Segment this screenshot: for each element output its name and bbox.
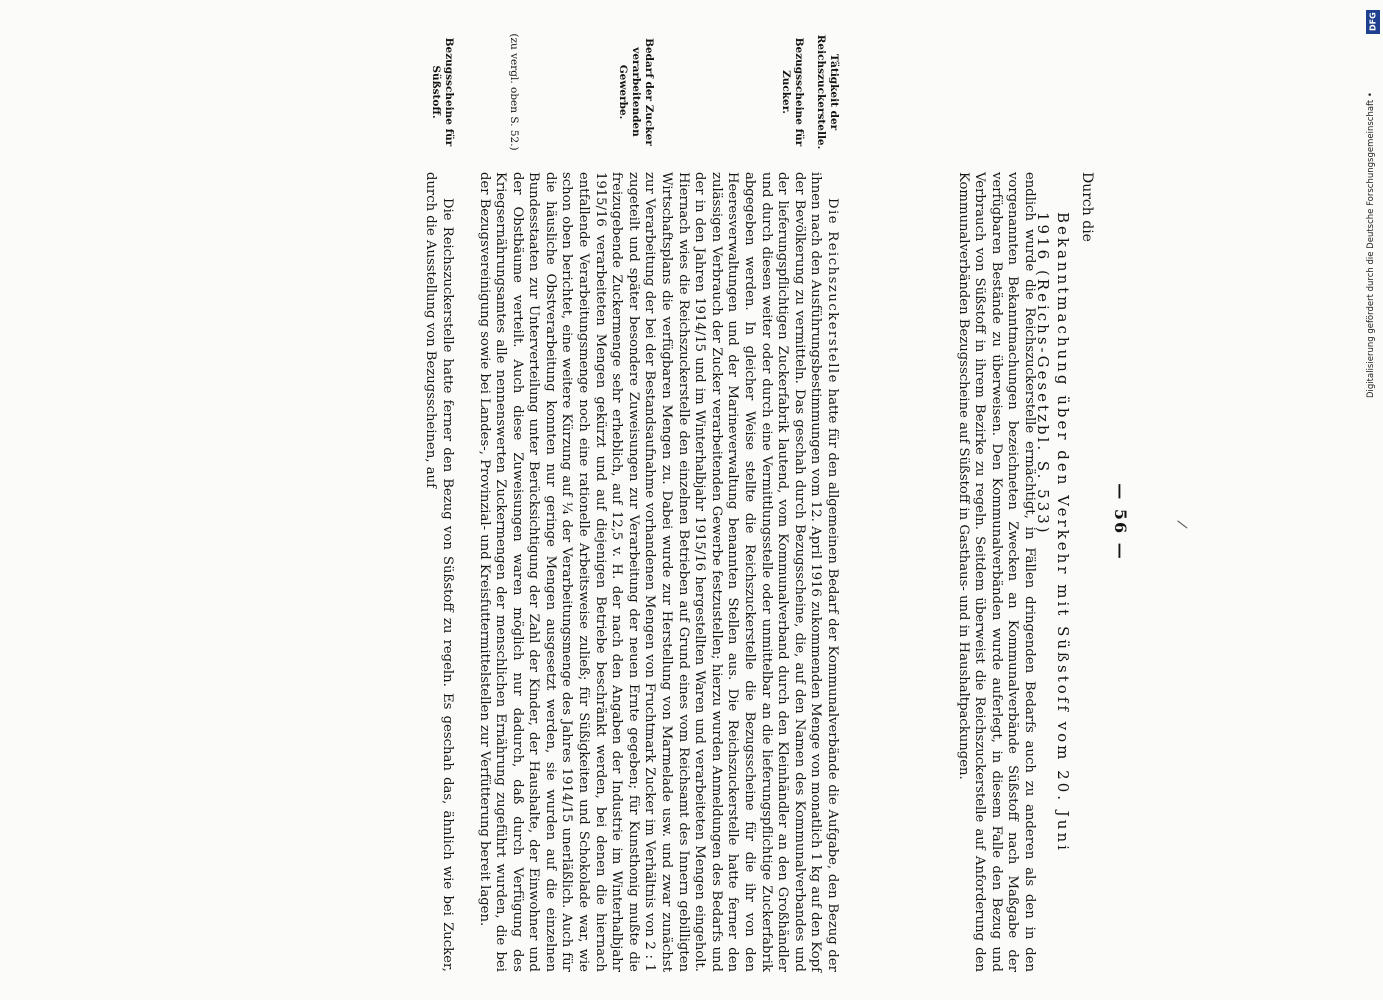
- dfg-credit-text: Digitalisierung gefördert durch die Deutsche Forschungsgemeinschaft •: [1366, 92, 1376, 398]
- paragraph-1: [954, 172, 1037, 972]
- paragraph-1-text: endlich wurde die Reichszuckerstelle ermächtigt, in Fällen dringenden Bedarfs auch zu anderen als den in den vorgenannten Bekanntmachungen bezeichneten Zwecken an Kommunalverbände Süßstoff nach Maßgabe der verfügbaren Bestände zu überweisen. Den Kommunalverbänden wurde auferlegt, in diesem Falle den Bezug und Verbrauch von Süßstoff in ihrem Bezirke zu regeln. Seitdem überweist die Reichszuckerstelle auf Anforderung den Kommunalverbänden Bezugsscheine auf Süßstoff in Gasthaus- und in Haushaltpackungen.: [955, 172, 1037, 972]
- margin-note-bezugsscheine-suessstoff: Bezugsscheine für Süßstoff.: [430, 37, 455, 147]
- paragraph-2: [475, 172, 840, 972]
- title-line-2: 1916 (Reichs-Gesetzbl. S. 533): [1034, 212, 1053, 536]
- dfg-badge: DFG: [1366, 10, 1380, 34]
- stray-mark: /: [1173, 519, 1191, 530]
- paragraph-3-text: Die Reichszuckerstelle hatte ferner den Bezug von Süßstoff zu regeln. Es geschah das, ähnlich wie bei Zucker, durch die Ausstellung von Bezugsscheinen, auf: [423, 172, 455, 972]
- margin-note-vergl: (zu vergl. oben S. 52.): [508, 33, 520, 151]
- margin-note-taetigkeit: Tätigkeit der Reichszuckerstelle.: [815, 34, 840, 150]
- rotated-page-content: [210, 22, 1220, 982]
- paragraph-2-lead: Die Reichszuckerstelle: [825, 198, 840, 384]
- paragraph-2-text: [475, 172, 840, 972]
- paragraph-2-body: hatte für den allgemeinen Bedarf der Kommunalverbände die Aufgabe, den Bezug der ihnen nach den Ausführungsbestimmungen vom 12. April 1916 zukommenden Menge von monatlich 1 kg auf den Kopf der Bevölkerung zu vermitteln. Das geschah durch Bezugsscheine, die, auf den Namen des Kommunalverbandes und der lieferungspflichtigen Zuckerfabrik lautend, vom Kommunalverband durch den Kleinhändler an den Großhändler und durch diesen weiter oder durch eine Vermittlungsstelle oder unmittelbar an die lieferungspflichtige Zuckerfabrik abgegeben werden. In gleicher Weise stellte die Reichszuckerstelle die Bezugsscheine für die ihr von den Heeresverwaltungen und der Marineverwaltung benannten Stellen aus. Die Reichszuckerstelle hatte ferner den zulässigen Verbrauch der Zucker verarbeitenden Gewerbe festzustellen; hierzu wurden Anmeldungen des Bedarfs und der in den Jahren 1914/15 und im Winterhalbjahr 1915/16 hergestellten Waren und verarbeiteten Mengen eingeholt. Hiernach wies die Reichszuckerstelle den einzelnen Betrieben auf Grund eines vom Reichsamt des Innern gebilligten Wirtschaftsplans die verfügbaren Mengen zu. Dabei wurde zur Herstellung von Marmelade usw. und zwar zunächst zur Verarbeitung der bei der Bestandsaufnahme vorhandenen Mengen von Fruchtmark Zucker im Verhältnis von 2 : 1 zugeteilt und später besondere Zuweisungen zur Verarbeitung der neuen Ernte gegeben; für Kunsthonig mußte die freizugebende Zuckermenge sehr erheblich, auf 12,5 v. H. der nach den Angaben der Industrie im Winterhalbjahr 1915/16 verarbeiteten Mengen gekürzt und auf diejenigen Betriebe beschränkt werden, bei denen die hiernach entfallende Verarbeitungsmenge noch eine rationelle Arbeitsweise zuließ; für Süßigkeiten und Schokolade war, wie schon oben berichtet, eine weitere Kürzung auf ¼ der Verarbeitungsmenge des Jahres 1914/15 unerläßlich. Auch für die häusliche Obstverarbeitung konnten nur geringe Mengen ausgesetzt werden, sie wurden auf die einzelnen Bundesstaaten zur Unterverteilung unter Berücksichtigung der Zahl der Kinder, der Haushalte, der Einwohner und der Obstbäume verteilt. Auch diese Zuweisungen waren möglich nur dadurch, daß durch Verfügung des Kriegsernährungsamtes alle nennenswerten Zuckermengen der menschlichen Ernährung zugeführt wurden, die bei der Bezugsvereinigung sowie bei Landes-, Provinzial- und Kreisfuttermittelstellen zur Verfütterung bereit lagen.: [476, 172, 840, 972]
- page-number: — 56 —: [1111, 483, 1130, 561]
- regulation-title: [1033, 212, 1072, 972]
- intro-lead: Durch die: [1079, 172, 1095, 242]
- margin-note-bezugsscheine-zucker: Bezugsscheine für Zucker.: [780, 37, 805, 147]
- dfg-label: [1366, 10, 1380, 398]
- margin-note-bedarf: Bedarf der Zucker verarbeitenden Gewerbe.: [617, 38, 655, 146]
- title-line-1: Bekanntmachung über den Verkehr mit Süßstoff vom 20. Juni: [1054, 212, 1072, 853]
- paragraph-3: [422, 172, 455, 972]
